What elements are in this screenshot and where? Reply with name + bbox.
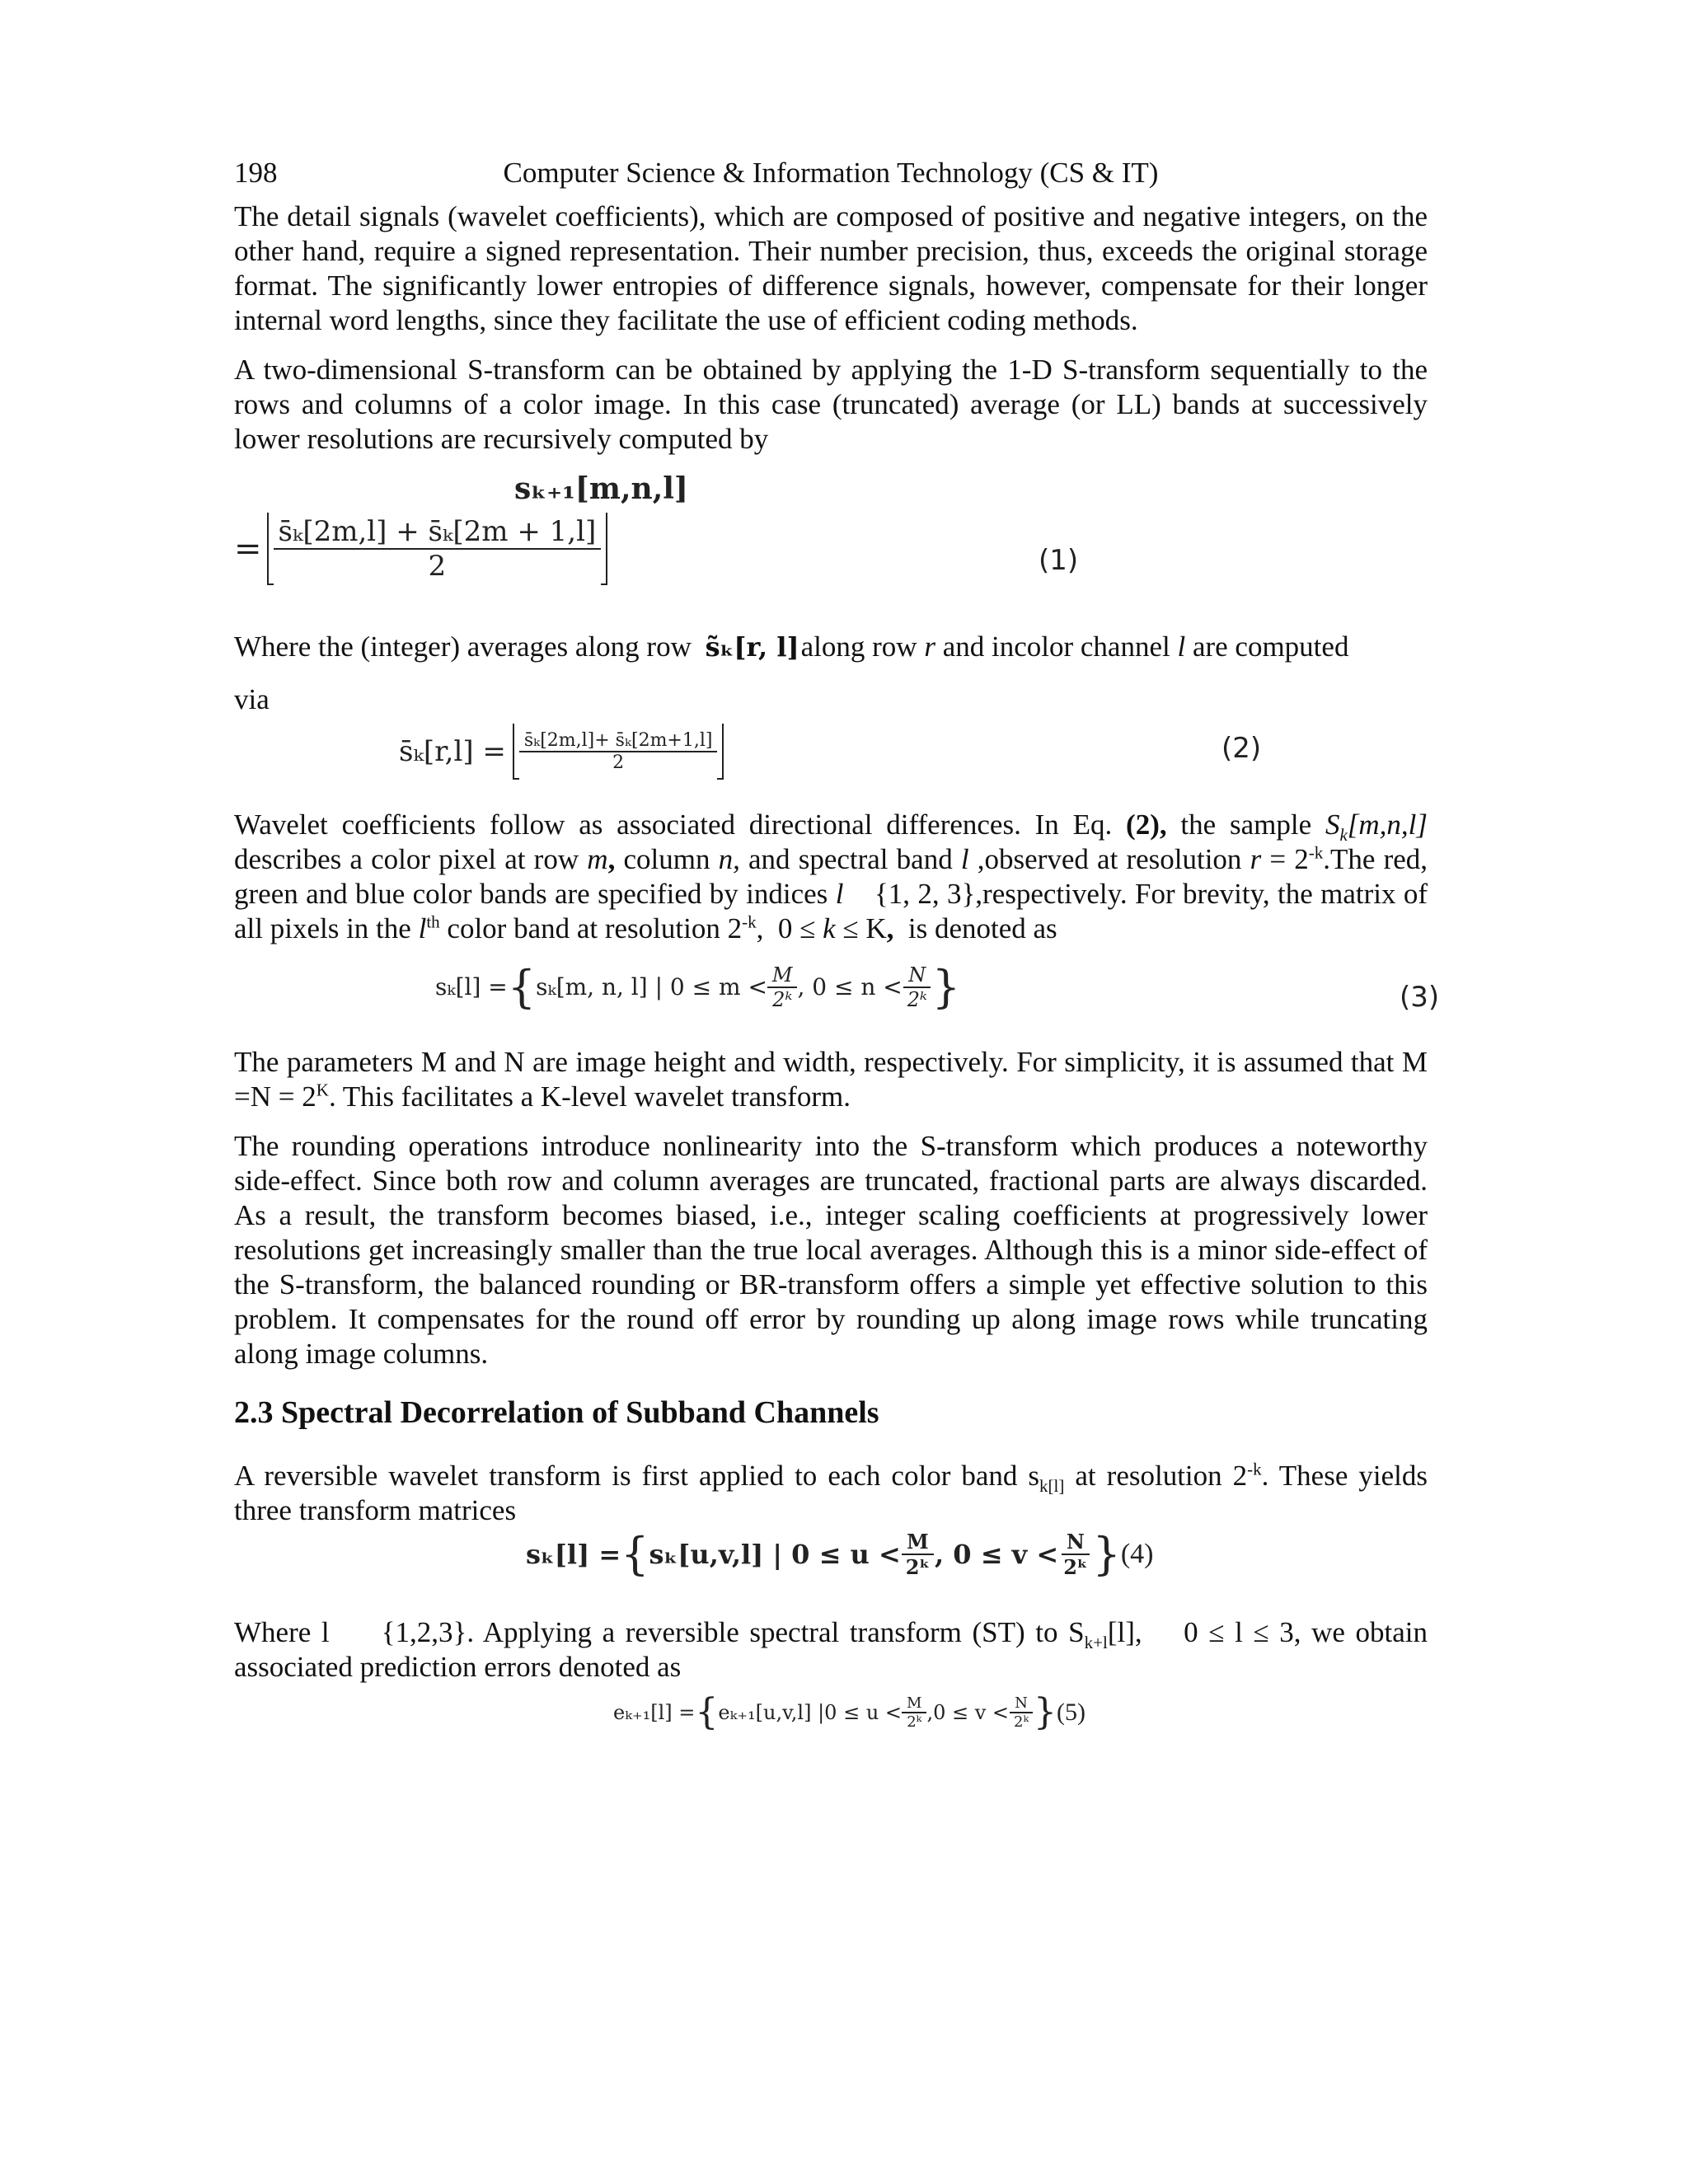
paragraph-via: via [234,683,270,715]
paragraph-parameters: The parameters M and N are image height and width, respectively. For simplicity, it is assumed that $M =N = 2^K$. This facilitates a K-level wavelet transform. [234,1046,1428,1113]
equation-5-condition: eₖ₊₁[u,v,l] |0 ≤ u < [718,1700,903,1724]
equation-4-lhs: sₖ[l] = [526,1538,621,1570]
equation-2-numerator: s̄ₖ[2m,l]+ s̄ₖ[2m+1,l] [519,730,718,752]
equation-2-lhs: s̄ₖ[r,l] = [399,735,506,768]
page-header [234,157,1428,199]
paragraph-where-averages: Where the (integer) averages along row s̃ₖ[r, l]along row r and incolor channel l are computed [234,630,1349,663]
equation-4-condition: sₖ[u,v,l] | 0 ≤ u < [649,1538,901,1570]
equation-1-label: (1) [1039,544,1079,577]
paragraph-rounding: The rounding operations introduce nonlinearity into the S-transform which produces a noteworthy side-effect. Since both row and column averages are truncated, fractional parts are always discarded. As a result, the transform becomes biased, i.e., integer scaling coefficients at progressively lower resolutions get increasingly smaller than the true local averages. Although this is a minor side-effect of the S-transform, the balanced rounding or BR-transform offers a simple yet effective solution to this problem. It compensates for the round off error by rounding up along image rows while truncating along image columns. [234,1130,1428,1370]
equation-3-label: (3) [1400,981,1440,1014]
document-page [234,157,1440,1757]
paragraph-where-l: Where l {1,2,3}. Applying a reversible spectral transform (ST) to $S_{k+l}[l]$, 0 ≤ l ≤ 3, we obtain associated prediction errors denoted as [234,1616,1428,1683]
equation-3: sₖ[l] = { sₖ[m, n, l] | 0 ≤ m < $\frac{M}{\text{2ᵏ}}$ , 0 ≤ n < $\frac{N}{\text{2ᵏ}}$ } (3) [435,961,1440,1014]
paragraph-wavelet-coefficients: Wavelet coefficients follow as associated directional differences. In Eq. (2), the sample $S_k[m,n,l]$ describes a color pixel at row m, column n, and spectral band l ,observed at resolution $r = 2^{-k}.The$ red, green and blue color bands are specified by indices l {1, 2, 3},respectively. For brevity, the matrix of all pixels in the $l^{th}$ color band at resolution $2^{-k}$, 0 ≤ k ≤ K, is denoted as [234,808,1428,944]
equation-2-denominator: 2 [612,752,625,773]
equation-5: eₖ₊₁[l] = { eₖ₊₁[u,v,l] |0 ≤ u < $\frac{M}{\text{2ᵏ}}$ ,0 ≤ v < $\frac{N}{\text{2ᵏ}}$ } (5) [613,1691,1086,1733]
equation-5-lhs: eₖ₊₁[l] = [613,1700,696,1724]
equation-2 [234,717,1428,808]
equation-4: sₖ[l] = { sₖ[u,v,l] | 0 ≤ u < $\frac{M}{\text{2ᵏ}}$ , 0 ≤ v < $\frac{N}{\text{2ᵏ}}$ } (4) [526,1528,1154,1580]
page-number: 198 [234,157,278,189]
paragraph-detail-signals: The detail signals (wavelet coefficients), which are composed of positive and negative integers, on the other hand, require a signed representation. Their number precision, thus, exceeds the original storage format. The significantly lower entropies of difference signals, however, compensate for their longer internal word lengths, since they facilitate the use of efficient coding methods. [234,200,1428,336]
equation-5-label: (5) [1057,1698,1086,1726]
equation-4-label: (4) [1120,1538,1154,1569]
equation-1-numerator: s̄ₖ[2m,l] + s̄ₖ[2m + 1,l] [274,515,602,550]
equation-3-condition: sₖ[m, n, l] | 0 ≤ m < [536,973,767,1001]
running-head: Computer Science & Information Technology (CS & IT) [503,157,1159,189]
section-heading: 2.3 Spectral Decorrelation of Subband Channels [234,1395,879,1430]
equation-1-denominator: 2 [428,550,447,583]
equation-1-lhs: sₖ₊₁[m,n,l] [514,471,688,506]
inline-s-tilde: s̃ₖ[r, l] [705,631,799,663]
paragraph-reversible-wavelet: A reversible wavelet transform is first applied to each color band $s_{k[l]}$ at resolution $2^{-k}$. These yields three transform matrices [234,1459,1428,1526]
equation-1: sₖ₊₁[m,n,l] = $\frac{\text{s̄ₖ[2m,l] + s̄ₖ[2m + 1,l]}}{2}$ (1) [234,471,1428,620]
equation-2-label: (2) [1221,732,1262,765]
paragraph-two-dimensional: A two-dimensional S-transform can be obtained by applying the 1-D S-transform sequentially to the rows and columns of a color image. In this case (truncated) average (or LL) bands at successively lower resolutions are recursively computed by [234,354,1428,455]
equation-3-lhs: sₖ[l] = [435,973,508,1001]
